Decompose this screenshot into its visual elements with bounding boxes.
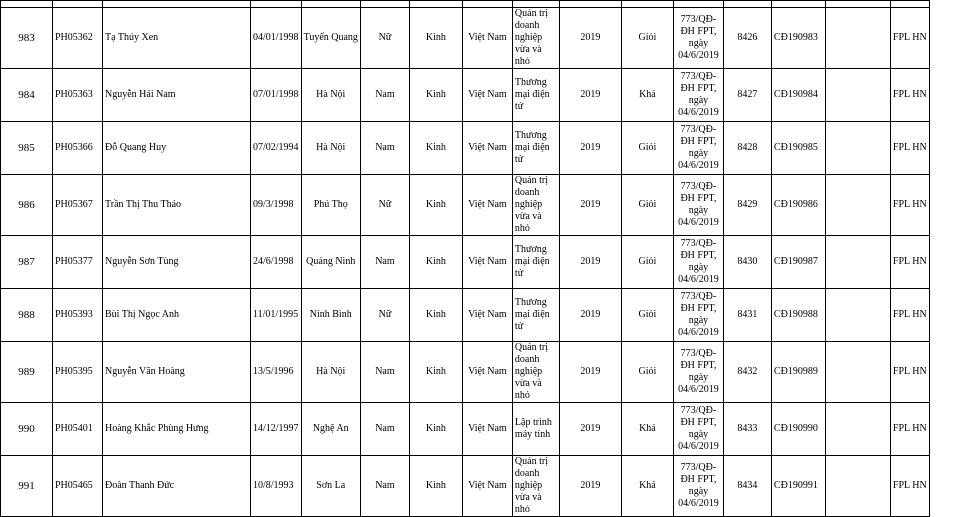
- nationality-cell: Việt Nam: [462, 175, 512, 236]
- student-code-cell: PH05363: [53, 69, 103, 122]
- major-cell: Quản trị doanh nghiệp vừa và nhỏ: [512, 175, 559, 236]
- major-cell: Lập trình máy tính: [512, 403, 559, 456]
- student-code-cell: PH05395: [53, 342, 103, 403]
- major-cell: Thương mại điện tử: [512, 69, 559, 122]
- classification-cell: Giỏi: [621, 8, 673, 69]
- major-cell: Thương mại điện tử: [512, 122, 559, 175]
- note-cell: [825, 8, 890, 69]
- ethnicity-cell: Kinh: [409, 236, 462, 289]
- nationality-cell: Việt Nam: [462, 456, 512, 517]
- nationality-cell: Việt Nam: [462, 403, 512, 456]
- decision-number-cell: 773/QĐ-ĐH FPT, ngày 04/6/2019: [673, 289, 723, 342]
- register-number-cell: 8431: [723, 289, 771, 342]
- campus-cell: FPL HN: [890, 122, 929, 175]
- register-number-cell: 8426: [723, 8, 771, 69]
- note-cell: [825, 236, 890, 289]
- register-number-cell: 8430: [723, 236, 771, 289]
- date-of-birth-cell: 24/6/1998: [251, 236, 302, 289]
- register-number-cell: 8427: [723, 69, 771, 122]
- gender-cell: Nữ: [360, 8, 409, 69]
- note-cell: [825, 69, 890, 122]
- ethnicity-cell: Kinh: [409, 342, 462, 403]
- student-code-cell: PH05401: [53, 403, 103, 456]
- nationality-cell: Việt Nam: [462, 342, 512, 403]
- gender-cell: Nam: [360, 403, 409, 456]
- row-number-cell: 983: [1, 8, 53, 69]
- table-row: [1, 289, 930, 342]
- table-body: [1, 1, 930, 517]
- certificate-number-cell: CĐ190987: [771, 236, 825, 289]
- gender-cell: Nữ: [360, 175, 409, 236]
- classification-cell: Khá: [621, 403, 673, 456]
- campus-cell: FPL HN: [890, 175, 929, 236]
- table-row: [1, 175, 930, 236]
- birthplace-cell: Hà Nội: [301, 342, 360, 403]
- decision-number-cell: 773/QĐ-ĐH FPT, ngày 04/6/2019: [673, 69, 723, 122]
- decision-number-cell: 773/QĐ-ĐH FPT, ngày 04/6/2019: [673, 8, 723, 69]
- register-number-cell: 8433: [723, 403, 771, 456]
- classification-cell: Khá: [621, 456, 673, 517]
- birthplace-cell: Hà Nội: [301, 69, 360, 122]
- table-row: [1, 342, 930, 403]
- classification-cell: Giỏi: [621, 122, 673, 175]
- student-name-cell: Nguyễn Văn Hoàng: [103, 342, 251, 403]
- campus-cell: FPL HN: [890, 69, 929, 122]
- date-of-birth-cell: 07/02/1994: [251, 122, 302, 175]
- certificate-number-cell: CĐ190984: [771, 69, 825, 122]
- certificate-number-cell: CĐ190986: [771, 175, 825, 236]
- decision-number-cell: 773/QĐ-ĐH FPT, ngày 04/6/2019: [673, 403, 723, 456]
- gender-cell: Nam: [360, 122, 409, 175]
- register-number-cell: 8432: [723, 342, 771, 403]
- birthplace-cell: Phú Thọ: [301, 175, 360, 236]
- register-number-cell: 8428: [723, 122, 771, 175]
- graduation-year-cell: 2019: [559, 69, 621, 122]
- birthplace-cell: Quảng Ninh: [301, 236, 360, 289]
- ethnicity-cell: Kinh: [409, 122, 462, 175]
- graduation-year-cell: 2019: [559, 8, 621, 69]
- row-number-cell: 986: [1, 175, 53, 236]
- note-cell: [825, 122, 890, 175]
- graduation-year-cell: 2019: [559, 236, 621, 289]
- nationality-cell: Việt Nam: [462, 289, 512, 342]
- row-number-cell: 989: [1, 342, 53, 403]
- decision-number-cell: 773/QĐ-ĐH FPT, ngày 04/6/2019: [673, 236, 723, 289]
- major-cell: Quản trị doanh nghiệp vừa và nhỏ: [512, 342, 559, 403]
- student-name-cell: Nguyễn Hải Nam: [103, 69, 251, 122]
- table-row: [1, 456, 930, 517]
- decision-number-cell: 773/QĐ-ĐH FPT, ngày 04/6/2019: [673, 175, 723, 236]
- row-number-cell: 991: [1, 456, 53, 517]
- date-of-birth-cell: 04/01/1998: [251, 8, 302, 69]
- student-name-cell: Nguyễn Sơn Tùng: [103, 236, 251, 289]
- date-of-birth-cell: 14/12/1997: [251, 403, 302, 456]
- nationality-cell: Việt Nam: [462, 122, 512, 175]
- nationality-cell: Việt Nam: [462, 8, 512, 69]
- note-cell: [825, 175, 890, 236]
- date-of-birth-cell: 11/01/1995: [251, 289, 302, 342]
- ethnicity-cell: Kinh: [409, 403, 462, 456]
- student-name-cell: Trần Thị Thu Thảo: [103, 175, 251, 236]
- classification-cell: Khá: [621, 69, 673, 122]
- certificate-number-cell: CĐ190985: [771, 122, 825, 175]
- ethnicity-cell: Kinh: [409, 69, 462, 122]
- ethnicity-cell: Kinh: [409, 456, 462, 517]
- graduation-year-cell: 2019: [559, 456, 621, 517]
- student-code-cell: PH05465: [53, 456, 103, 517]
- nationality-cell: Việt Nam: [462, 69, 512, 122]
- ethnicity-cell: Kinh: [409, 289, 462, 342]
- table-row: [1, 403, 930, 456]
- student-name-cell: Đỗ Quang Huy: [103, 122, 251, 175]
- classification-cell: Giỏi: [621, 342, 673, 403]
- student-name-cell: Đoàn Thanh Đức: [103, 456, 251, 517]
- campus-cell: FPL HN: [890, 342, 929, 403]
- table-row: [1, 122, 930, 175]
- gender-cell: Nam: [360, 69, 409, 122]
- graduation-year-cell: 2019: [559, 289, 621, 342]
- campus-cell: FPL HN: [890, 403, 929, 456]
- date-of-birth-cell: 13/5/1996: [251, 342, 302, 403]
- campus-cell: FPL HN: [890, 456, 929, 517]
- student-code-cell: PH05377: [53, 236, 103, 289]
- birthplace-cell: Sơn La: [301, 456, 360, 517]
- birthplace-cell: Nghệ An: [301, 403, 360, 456]
- decision-number-cell: 773/QĐ-ĐH FPT, ngày 04/6/2019: [673, 122, 723, 175]
- certificate-number-cell: CĐ190990: [771, 403, 825, 456]
- date-of-birth-cell: 10/8/1993: [251, 456, 302, 517]
- ethnicity-cell: Kinh: [409, 8, 462, 69]
- gender-cell: Nam: [360, 456, 409, 517]
- major-cell: Thương mại điện tử: [512, 236, 559, 289]
- graduation-year-cell: 2019: [559, 342, 621, 403]
- graduation-year-cell: 2019: [559, 122, 621, 175]
- nationality-cell: Việt Nam: [462, 236, 512, 289]
- table-row: [1, 236, 930, 289]
- note-cell: [825, 289, 890, 342]
- decision-number-cell: 773/QĐ-ĐH FPT, ngày 04/6/2019: [673, 456, 723, 517]
- date-of-birth-cell: 07/01/1998: [251, 69, 302, 122]
- certificate-number-cell: CĐ190983: [771, 8, 825, 69]
- birthplace-cell: Tuyển Quang: [301, 8, 360, 69]
- campus-cell: FPL HN: [890, 8, 929, 69]
- student-code-cell: PH05393: [53, 289, 103, 342]
- ethnicity-cell: Kinh: [409, 175, 462, 236]
- classification-cell: Giỏi: [621, 289, 673, 342]
- major-cell: Quản trị doanh nghiệp vừa và nhỏ: [512, 456, 559, 517]
- date-of-birth-cell: 09/3/1998: [251, 175, 302, 236]
- register-number-cell: 8429: [723, 175, 771, 236]
- register-number-cell: 8434: [723, 456, 771, 517]
- note-cell: [825, 456, 890, 517]
- birthplace-cell: Hà Nội: [301, 122, 360, 175]
- campus-cell: FPL HN: [890, 289, 929, 342]
- gender-cell: Nam: [360, 342, 409, 403]
- note-cell: [825, 403, 890, 456]
- student-code-cell: PH05366: [53, 122, 103, 175]
- row-number-cell: 990: [1, 403, 53, 456]
- certificate-number-cell: CĐ190991: [771, 456, 825, 517]
- student-code-cell: PH05362: [53, 8, 103, 69]
- classification-cell: Giỏi: [621, 236, 673, 289]
- graduation-year-cell: 2019: [559, 403, 621, 456]
- student-name-cell: Bùi Thị Ngọc Anh: [103, 289, 251, 342]
- student-code-cell: PH05367: [53, 175, 103, 236]
- table-row: [1, 8, 930, 69]
- student-name-cell: Hoàng Khắc Phùng Hưng: [103, 403, 251, 456]
- student-name-cell: Tạ Thúy Xen: [103, 8, 251, 69]
- row-number-cell: 985: [1, 122, 53, 175]
- certificate-number-cell: CĐ190988: [771, 289, 825, 342]
- graduation-year-cell: 2019: [559, 175, 621, 236]
- classification-cell: Giỏi: [621, 175, 673, 236]
- decision-number-cell: 773/QĐ-ĐH FPT, ngày 04/6/2019: [673, 342, 723, 403]
- campus-cell: FPL HN: [890, 236, 929, 289]
- certificate-number-cell: CĐ190989: [771, 342, 825, 403]
- table-row: [1, 69, 930, 122]
- partial-top-row: [1, 1, 930, 8]
- gender-cell: Nữ: [360, 289, 409, 342]
- major-cell: Quản trị doanh nghiệp vừa và nhỏ: [512, 8, 559, 69]
- major-cell: Thương mại điện tử: [512, 289, 559, 342]
- row-number-cell: 987: [1, 236, 53, 289]
- note-cell: [825, 342, 890, 403]
- row-number-cell: 984: [1, 69, 53, 122]
- gender-cell: Nam: [360, 236, 409, 289]
- row-number-cell: 988: [1, 289, 53, 342]
- birthplace-cell: Ninh Bình: [301, 289, 360, 342]
